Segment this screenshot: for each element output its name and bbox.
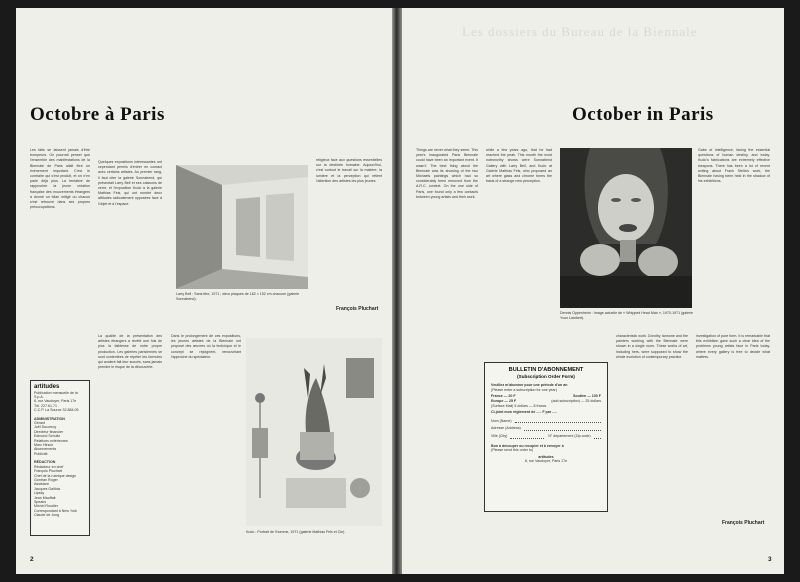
coupon-city-field[interactable] bbox=[491, 434, 544, 439]
masthead-line: Michel Roudier bbox=[34, 504, 58, 509]
coupon-city-label: Ville (City) bbox=[491, 433, 508, 438]
article-column-1 bbox=[30, 148, 90, 318]
article-column-3 bbox=[171, 334, 241, 534]
oppenheim-caption: Dennis Oppenheim : Image actuelle de « Whipped Head Man », 1970-1971 (galerie Yvon Lambert). bbox=[560, 311, 694, 320]
coupon-foreign-value: (add subscription) — 25 dollars bbox=[551, 398, 601, 403]
author-signature: François Pluchart bbox=[722, 520, 765, 526]
masthead-line: Publicité bbox=[34, 451, 48, 456]
masthead-subtitle: Publication mensuelle de la S.p.A. bbox=[34, 390, 78, 399]
coupon-france-label: France — 20 F bbox=[491, 394, 516, 399]
masthead-line: Jacques Gaillois bbox=[34, 486, 61, 491]
masthead-line: Relations extérieures bbox=[34, 438, 68, 443]
coupon-subtitle: (Subscription Order Form) bbox=[517, 373, 575, 379]
right-page bbox=[402, 8, 784, 574]
masthead-address: 8, rue Vaudoyer, Paris 17e bbox=[34, 399, 77, 404]
article-paragraph: Things are never what they seem. This year's inaugurated Paris Biennale could have been an important event. It wasn't. The best thing about the Biennale was its showing of the two Michaels paintings which had so considerably been removed from the A.R.C. context. On the one side of Paris, one found only a few contacts between young artists and their work. bbox=[416, 148, 478, 199]
masthead-box bbox=[30, 380, 90, 536]
coupon-zip-field[interactable] bbox=[548, 434, 601, 439]
coupon-return-label-en: (Please send this order to) bbox=[491, 448, 534, 453]
masthead-line: Edmond Schultz bbox=[34, 434, 61, 439]
page-title-french: Octobre à Paris bbox=[30, 104, 165, 125]
coupon-name-label: Nom (Name) bbox=[491, 418, 512, 423]
kudo-caption: Kudo : Portrait de l'homme, 1971 (galerie Mathias Fels et Cie). bbox=[246, 530, 346, 534]
article-column-2 bbox=[486, 148, 552, 308]
masthead-redaction-heading: RÉDACTION bbox=[34, 460, 56, 465]
masthead-line: Jean Mauffait bbox=[34, 495, 56, 500]
kudo-photo bbox=[246, 338, 382, 526]
coupon-support-label: Soutien — 100 F bbox=[573, 394, 601, 399]
masthead-line: Claude de Jong bbox=[34, 513, 60, 518]
coupon-name-field[interactable] bbox=[491, 419, 601, 424]
masthead-line: Directeur financier bbox=[34, 429, 64, 434]
article-paragraph: Quelques expositions intéressantes ont cependant permis d'entrer en contact avec certains artistes. Au premier rang, il faut citer la galerie Sonnabend, qui présentait Larry Bell et ses caissons de verre, et l'exposition Kudo à la galerie Mathias Fels, qui ont montré deux attitudes radicalement opposées face à l'objet et à l'espace. bbox=[98, 160, 162, 206]
binding-gutter bbox=[392, 8, 402, 574]
article-column-2b bbox=[98, 334, 162, 534]
article-column-5 bbox=[696, 334, 770, 514]
page-number-right: 3 bbox=[768, 556, 772, 563]
article-paragraph: religieux face aux questions essentielles sur la destinée humaine. Aujourd'hui, c'est surtout le travail sur la matière, la lumière et la perception qui retient l'attention des artistes les plus jeunes. bbox=[316, 158, 382, 183]
coupon-intro-en: (Please enter a subscription for one year) bbox=[491, 387, 557, 392]
article-paragraph: Les faits se laissent jamais d'être trompeurs. On pourrait penser que l'ensemble des manifestations de la Biennale de Paris allait être un événement important. C'est le contraire qui s'est produit, et on n'en parle déjà plus. La tentative de rapprocher la jeune création française des mouvements étrangers a donné un bilan mitigé où chacun s'est retrouvé dans ses propres préoccupations. bbox=[30, 148, 90, 210]
article-column-4 bbox=[616, 334, 688, 534]
masthead-line: Rédacteur en chef bbox=[34, 464, 64, 469]
larry-bell-photo bbox=[176, 165, 308, 289]
bleed-through-header: Les dossiers du Bureau de la Biennale bbox=[462, 24, 698, 39]
coupon-payment: Ci-joint mon règlement de ..... F par ..... bbox=[491, 410, 558, 415]
larry-bell-caption: Larry Bell : Sans titre, 1971 ; deux plaques de 182 × 152 cm chacune (galerie Sonnabend). bbox=[176, 292, 300, 301]
masthead-phone: Tél. 227.61.71 bbox=[34, 403, 57, 408]
article-column-2 bbox=[98, 160, 162, 320]
masthead-line: François Pluchart bbox=[34, 469, 62, 474]
page-title-english: October in Paris bbox=[572, 104, 714, 125]
article-paragraph: while a few years ago, that he had reached the peak. This month the most noteworthy shows were Sonnabend Gallery with Larry Bell, and Kudo at Galerie Mathias Fels, who proposed an art where glass and chrome forms the basis of a strange new perception. bbox=[486, 148, 552, 184]
article-paragraph: investigation of pure form. It is remarkable that this exhibition gave such a clear idea of the problems young artists face in Paris today, where every gallery is free to decide what matters. bbox=[696, 334, 770, 359]
masthead-line: Joël Ducorroy bbox=[34, 425, 57, 430]
coupon-title: BULLETIN D'ABONNEMENT bbox=[508, 367, 584, 373]
masthead-line: Lipsky bbox=[34, 491, 45, 496]
subscription-coupon[interactable] bbox=[484, 362, 608, 512]
masthead-line: Chef de la rubrique design bbox=[34, 473, 77, 478]
masthead-line: Speaks bbox=[34, 499, 46, 504]
article-column-4 bbox=[316, 158, 382, 298]
author-signature: François Pluchart bbox=[336, 306, 379, 312]
article-column-3 bbox=[698, 148, 770, 308]
left-page bbox=[16, 8, 392, 574]
masthead-line: Gérant bbox=[34, 421, 45, 426]
coupon-airmail: (Surface Mail) 5 dollars — 8 francs bbox=[491, 403, 547, 408]
article-paragraph: La qualité de la présentation des artistes étrangers a révélé une fois de plus la faiblesse de notre propre production. Les galeries parisiennes se sont contentées de répéter les formules qui avaient fait leur succès, sans jamais prendre le risque de la découverte. bbox=[98, 334, 162, 370]
masthead-admin-heading: ADMINISTRATION bbox=[34, 416, 65, 421]
coupon-intro: Veuillez m'abonner pour une période d'un an bbox=[491, 383, 568, 388]
coupon-return-label: Bon à découper ou recopier et à envoyer à bbox=[491, 443, 564, 448]
coupon-return-name: artitudes bbox=[538, 454, 554, 459]
coupon-foreign-label: Europe — 25 F bbox=[491, 398, 517, 403]
coupon-zip-label: N° département (Zip code) bbox=[548, 433, 591, 438]
article-paragraph: Dans le prolongement de ces expositions, les jeunes artistes de la Biennale ont proposé des œuvres où la technique et le concept se rejoignent, renouvelant l'approche du spectateur. bbox=[171, 334, 241, 359]
masthead-line: Marc Hirsch bbox=[34, 443, 54, 448]
oppenheim-photo bbox=[560, 148, 692, 308]
article-column-1 bbox=[416, 148, 478, 418]
masthead-line: Gontran Roger bbox=[34, 477, 58, 482]
coupon-address-label: Adresse (Address) bbox=[491, 426, 521, 431]
page-number-left: 2 bbox=[30, 556, 34, 563]
masthead-line: Correspondant à New York bbox=[34, 508, 77, 513]
article-paragraph: Gabe of Intelligence, facing the essential questions of human destiny, and today. Kudo's fabrications are extremely effective weapons. There has been a lot of recent writing about Frank Stella's work, the Biennale having been held in the shadow of his exhibitions. bbox=[698, 148, 770, 184]
masthead-ccp: C.C.P. La Source 32.884.05 bbox=[34, 408, 79, 413]
coupon-return-address: 8, rue Vaudoyer, Paris 17e bbox=[524, 459, 568, 464]
coupon-address-field[interactable] bbox=[491, 426, 601, 431]
masthead-line: Abonnements bbox=[34, 447, 57, 452]
article-paragraph: characteristic work. Dorothy Iannone and the painters working with the Biennale were shown in a single room. These works of art, including hers, were supposed to show the whole evolution of contemporary practice. bbox=[616, 334, 688, 359]
masthead-title: artitudes bbox=[34, 384, 60, 390]
masthead-line: Assistant bbox=[34, 482, 49, 487]
